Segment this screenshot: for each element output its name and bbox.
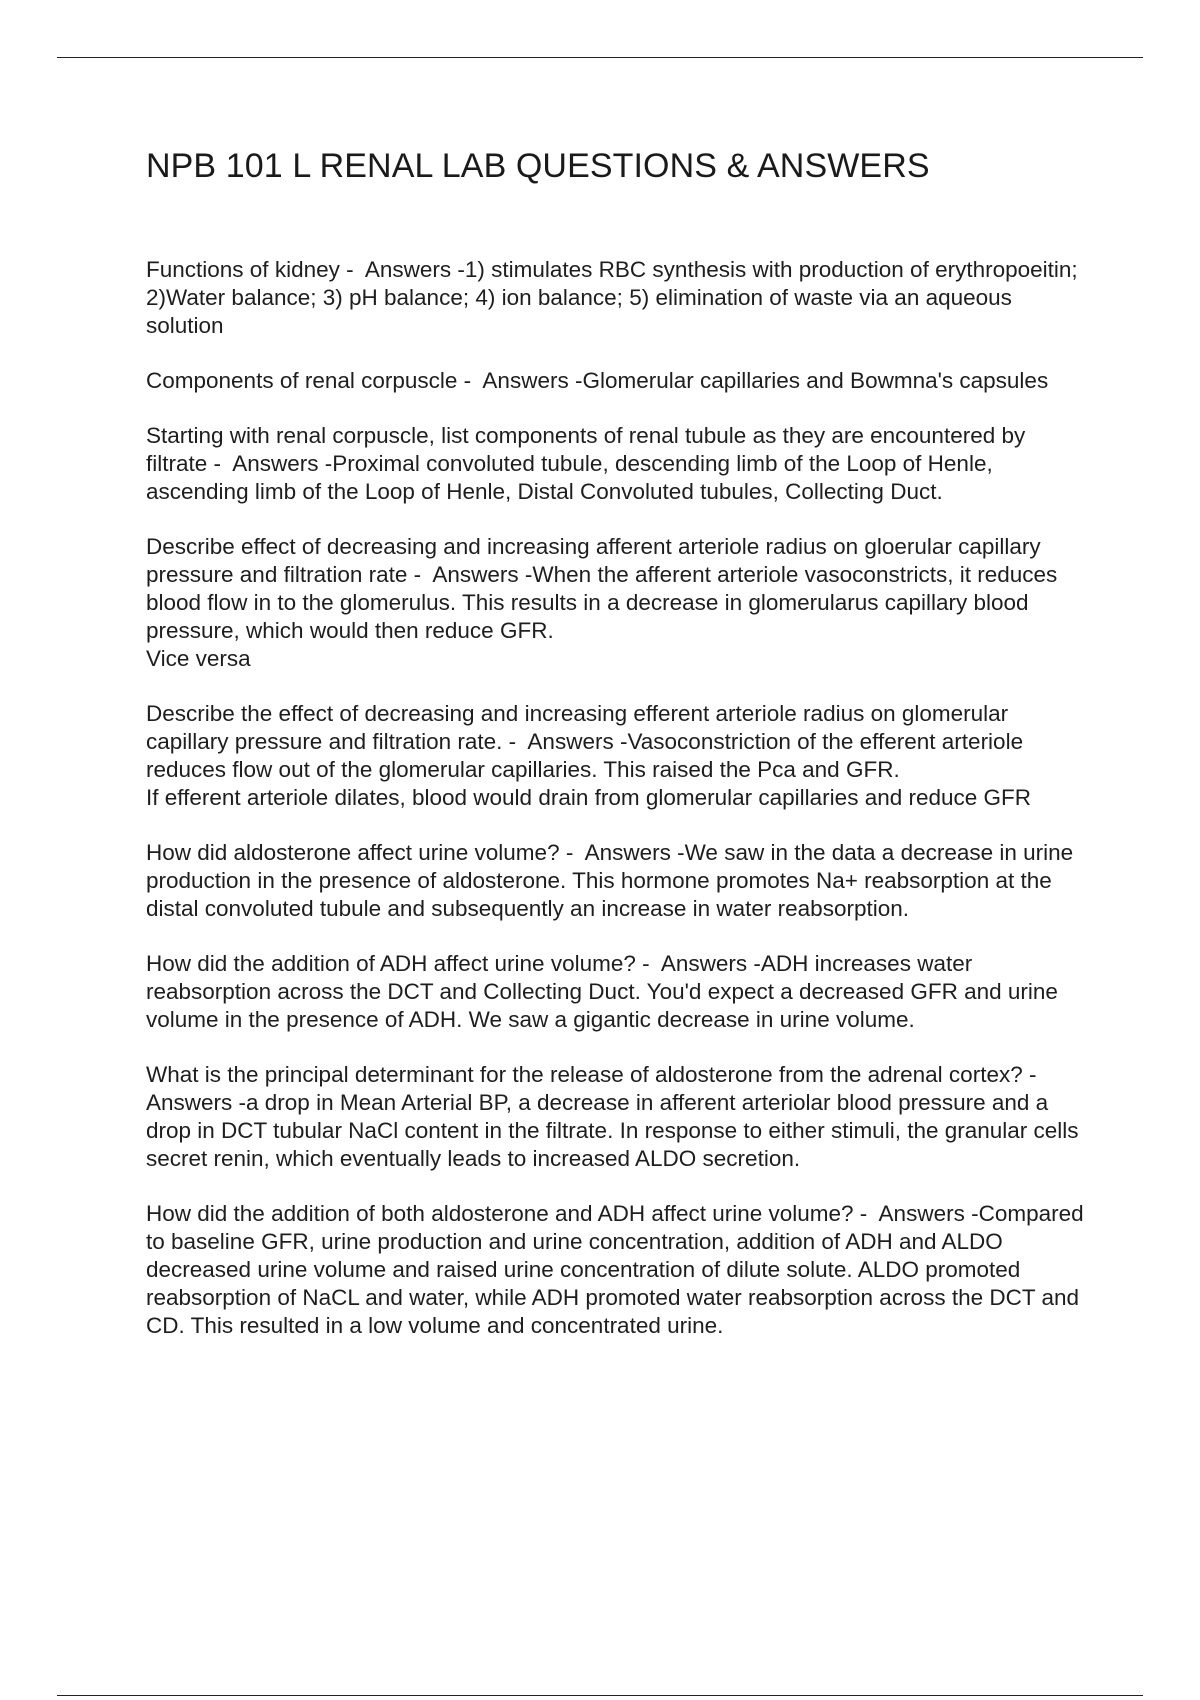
- document-body: [146, 140, 1092, 1367]
- document-title: NPB 101 L RENAL LAB QUESTIONS & ANSWERS: [146, 147, 930, 185]
- qa-item: Functions of kidney - Answers -1) stimulates RBC synthesis with production of erythropoeitin; 2)Water balance; 3) pH balance; 4) ion balance; 5) elimination of waste via an aqueous solution: [146, 257, 1084, 338]
- footer-rule: [57, 1695, 1143, 1696]
- qa-item: Describe the effect of decreasing and increasing efferent arteriole radius on glomerular capillary pressure and filtration rate. - Answers -Vasoconstriction of the efferent arteriole reduces flow out of the glomerular capillaries. This raised the Pca and GFR. If efferent arteriole dilates, blood would drain from glomerular capillaries and reduce GFR: [146, 701, 1032, 810]
- header-rule: [57, 57, 1143, 58]
- qa-item: How did aldosterone affect urine volume? - Answers -We saw in the data a decrease in urine production in the presence of aldosterone. This hormone promotes Na+ reabsorption at the distal convoluted tubule and subsequently an increase in water reabsorption.: [146, 840, 1080, 921]
- qa-item: Components of renal corpuscle - Answers -Glomerular capillaries and Bowmna's capsules: [146, 368, 1049, 393]
- qa-item: Describe effect of decreasing and increasing afferent arteriole radius on gloerular capillary pressure and filtration rate - Answers -When the afferent arteriole vasoconstricts, it reduces blood flow in to the glomerulus. This results in a decrease in glomerularus capillary blood pressure, which would then reduce GFR. Vice versa: [146, 534, 1058, 671]
- qa-item: How did the addition of ADH affect urine volume? - Answers -ADH increases water reabsorption across the DCT and Collecting Duct. You'd expect a decreased GFR and urine volume in the presence of ADH. We saw a gigantic decrease in urine volume.: [146, 951, 1065, 1032]
- qa-item: What is the principal determinant for the release of aldosterone from the adrenal cortex? - Answers -a drop in Mean Arterial BP, a decrease in afferent arteriolar blood pressure and a drop in DCT tubular NaCl content in the filtrate. In response to either stimuli, the granular cells secret renin, which eventually leads to increased ALDO secretion.: [146, 1062, 1085, 1171]
- qa-item: How did the addition of both aldosterone and ADH affect urine volume? - Answers -Compared to baseline GFR, urine production and urine concentration, addition of ADH and ALDO decreased urine volume and raised urine concentration of dilute solute. ALDO promoted reabsorption of NaCL and water, while ADH promoted water reabsorption across the DCT and CD. This resulted in a low volume and concentrated urine.: [146, 1201, 1090, 1338]
- qa-item: Starting with renal corpuscle, list components of renal tubule as they are encountered by filtrate - Answers -Proximal convoluted tubule, descending limb of the Loop of Henle, ascending limb of the Loop of Henle, Distal Convoluted tubules, Collecting Duct.: [146, 423, 1032, 504]
- qa-list: [146, 256, 1092, 1340]
